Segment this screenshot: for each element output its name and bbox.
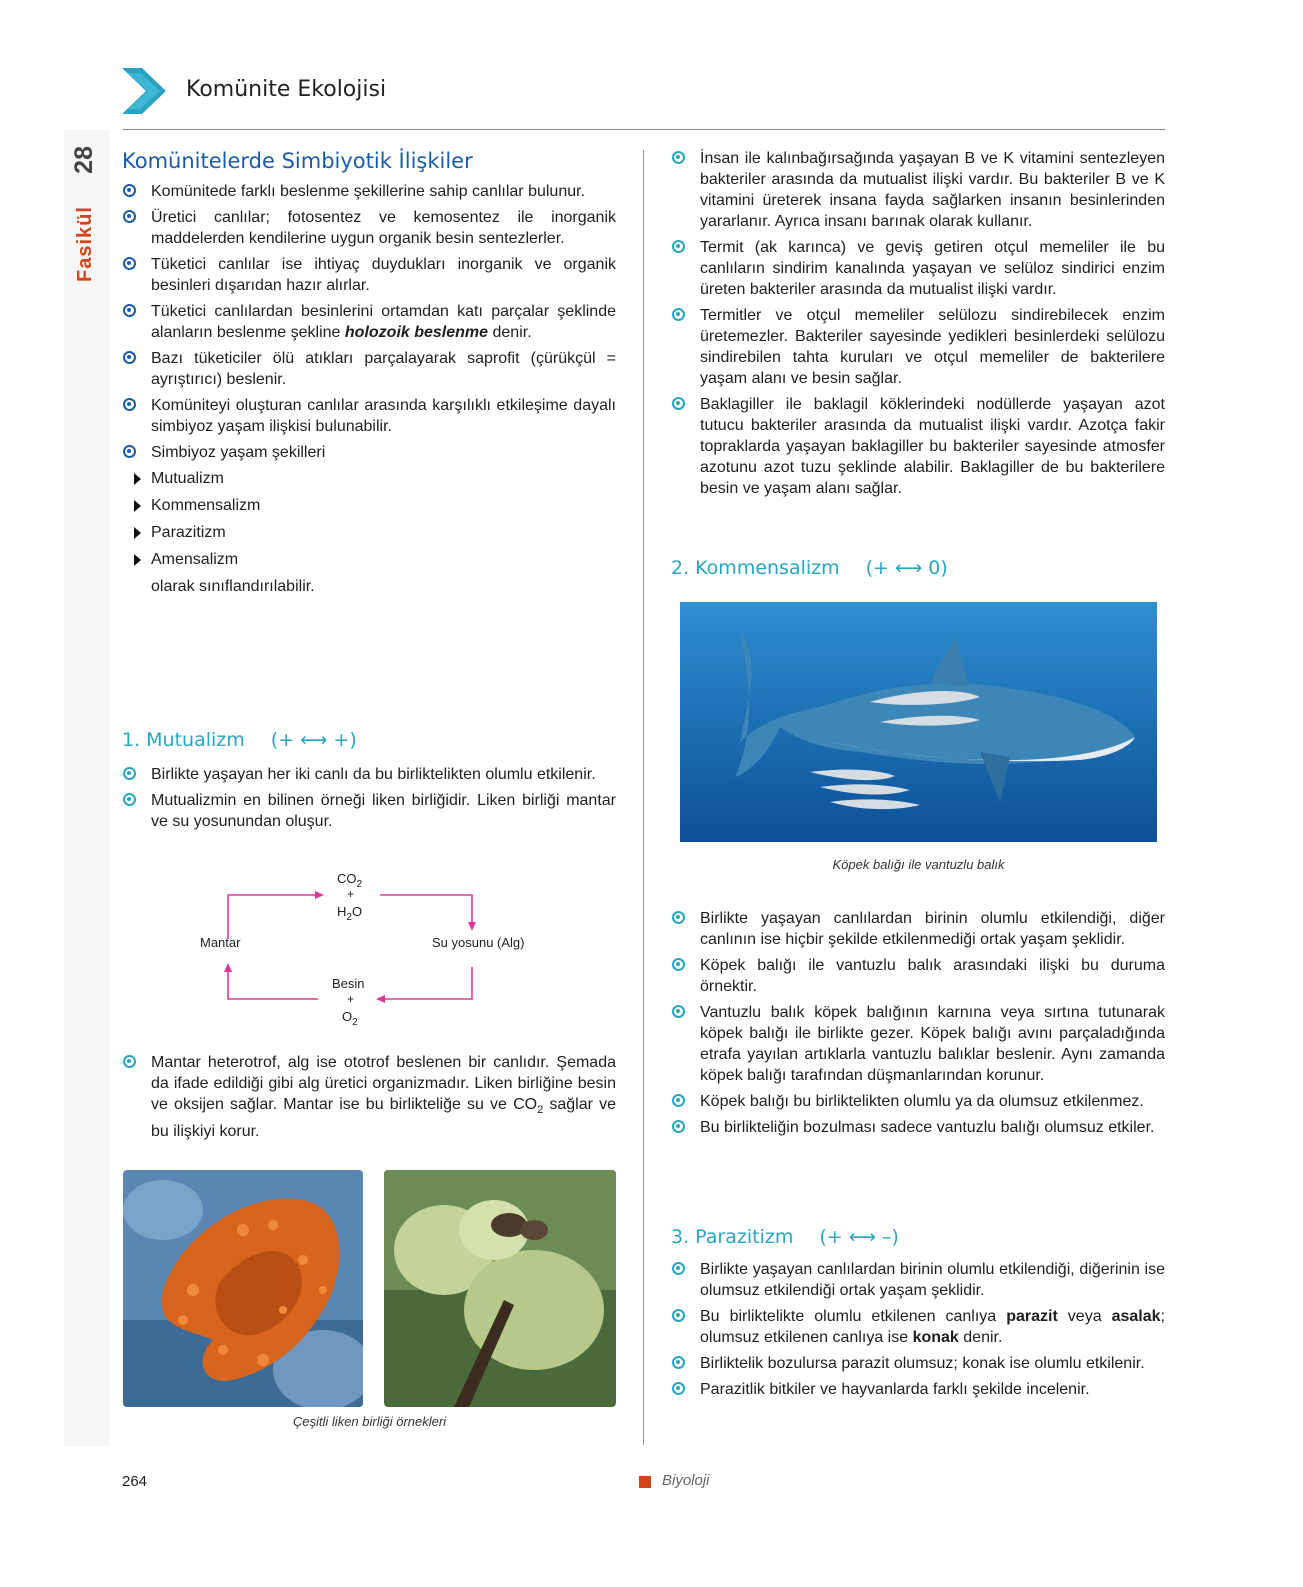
list-item: Köpek balığı ile vantuzlu balık arasındaki ilişki bu duruma örnektir.	[671, 955, 1165, 997]
list-item: Bu birlikteliğin bozulması sadece vantuzlu balığı olumsuz etkiler.	[671, 1117, 1165, 1138]
list-item: Birlikte yaşayan her iki canlı da bu birliktelikten olumlu etkilenir.	[122, 764, 616, 785]
list-item: Birlikte yaşayan canlılardan birinin olumlu etkilendiği, diğer canlının ise hiçbir şekilde etkilenmediği ortak yaşam şeklidir.	[671, 908, 1165, 950]
chevron-right-icon	[122, 68, 166, 114]
section-title: Komünitelerde Simbiyotik İlişkiler	[122, 149, 473, 173]
holozoik-term: holozoik beslenme	[344, 324, 489, 341]
list-item: Mutualizmin en bilinen örneği liken birliğidir. Liken birliği mantar ve su yosunundan oluşur.	[122, 790, 616, 832]
list-item: Bu birliktelikte olumlu etkilenen canlıya parazit veya asalak; olumsuz etkilenen canlıya ise konak denir.	[671, 1306, 1165, 1348]
parazitizm-heading: 3. Parazitizm (+ ⟷ –)	[671, 1226, 899, 1248]
circle-bullet-icon	[672, 1094, 685, 1107]
kommensalizm-block	[671, 908, 1165, 1143]
list-item: Parazitlik bitkiler ve hayvanlarda farklı şekilde incelenir.	[671, 1379, 1165, 1400]
circle-bullet-icon	[672, 1005, 685, 1018]
circle-bullet-icon	[672, 911, 685, 924]
kommensalizm-heading: 2. Kommensalizm (+ ⟷ 0)	[671, 557, 948, 579]
triangle-bullet-icon	[134, 554, 141, 566]
triangle-bullet-icon	[134, 500, 141, 512]
type-item: Mutualizm	[122, 468, 616, 489]
list-item: Tüketici canlılardan besinlerini ortamdan katı parçalar şeklinde alanların beslenme şekline holozoik beslenme denir.	[122, 301, 616, 343]
type-item: Parazitizm	[122, 522, 616, 543]
list-item: Birliktelik bozulursa parazit olumsuz; konak ise olumlu etkilenir.	[671, 1353, 1165, 1374]
list-item: Köpek balığı bu birliktelikten olumlu ya da olumsuz etkilenmez.	[671, 1091, 1165, 1112]
triangle-bullet-icon	[134, 473, 141, 485]
symbiosis-types-list	[122, 468, 616, 570]
term-parazit: parazit	[1006, 1308, 1058, 1325]
mantar-label: Mantar	[200, 935, 241, 950]
term-asalak: asalak	[1111, 1308, 1161, 1325]
lichen-bullet-list	[122, 1052, 616, 1142]
circle-bullet-icon	[672, 151, 685, 164]
plus-sign: +	[347, 887, 355, 901]
circle-bullet-icon	[672, 958, 685, 971]
list-item: İnsan ile kalınbağırsağında yaşayan B ve K vitamini sentezleyen bakteriler arasında da mutualist ilişki vardır. Bu bakteriler B ve K vitamini üreterek insana fayda sağlarken insanın besinlerinden yararlanır. Ayrıca insanı barınak olarak kullanır.	[671, 148, 1165, 232]
list-item: Mantar heterotrof, alg ise ototrof beslenen bir canlıdır. Şemada da ifade edildiği gibi alg üretici organizmadır. Liken birliğine besin ve oksijen sağlar. Mantar ise bu birlikteliğe su ve $CO_2$ sağlar ve bu ilişkiyi korur.	[122, 1052, 616, 1142]
lichen-caption: Çeşitli liken birliği örnekleri	[292, 1414, 447, 1429]
list-item: Bazı tüketiciler ölü atıkları parçalayarak saprofit (çürükçül = ayrıştırıcı) beslenir.	[122, 348, 616, 390]
kommensalizm-bullet-list	[671, 908, 1165, 1138]
intro-bullet-list	[122, 181, 616, 463]
h2o-label: $H_2O$	[337, 904, 363, 923]
chapter-title: Komünite Ekolojisi	[186, 77, 387, 102]
list-item: Vantuzlu balık köpek balığının karnına veya sırtına tutunarak köpek balığı ile birlikte gezer. Köpek balığı avını parçaladığında etrafa yayılan artıklarla vantuzlu balıklar beslenir. Aynı zamanda köpek balığı tarafından düşmanlarından korunur.	[671, 1002, 1165, 1086]
alg-label: Su yosunu (Alg)	[432, 935, 525, 950]
fascicle-label: Fasikül	[74, 206, 96, 282]
list-item: Komüniteyi oluşturan canlılar arasında karşılıklı etkileşime dayalı simbiyoz yaşam ilişkisi bulunabilir.	[122, 395, 616, 437]
classified-text: olarak sınıflandırılabilir.	[151, 578, 315, 595]
co2-label: $CO_2$	[337, 871, 363, 890]
lichen-photo-orange	[123, 1170, 363, 1407]
circle-bullet-icon	[123, 398, 136, 411]
list-item: Üretici canlılar; fotosentez ve kemosentez ile inorganik maddelerden kendilerine uygun organik besin sentezlerler.	[122, 207, 616, 249]
list-item: Termitler ve otçul memeliler selülozu sindirebilecek enzim üretemezler. Bakteriler sayesinde yedikleri besinlerdeki selülozu sindirebilen tahta kuruları ve otçul memeliler de bakterilere yaşam alanı ve besin sağlar.	[671, 305, 1165, 389]
parazitizm-block	[671, 1225, 1165, 1405]
circle-bullet-icon	[123, 445, 136, 458]
circle-bullet-icon	[123, 257, 136, 270]
parazitizm-bullet-list	[671, 1259, 1165, 1400]
column-divider	[643, 150, 644, 1445]
left-column	[122, 148, 616, 597]
subject-label: Biyoloji	[662, 1472, 710, 1489]
circle-bullet-icon	[672, 397, 685, 410]
subject-marker-icon	[639, 1476, 651, 1488]
type-item: Amensalizm	[122, 549, 616, 570]
circle-bullet-icon	[123, 1055, 136, 1068]
header-divider	[123, 129, 1165, 130]
circle-bullet-icon	[672, 1262, 685, 1275]
circle-bullet-icon	[123, 210, 136, 223]
circle-bullet-icon	[123, 304, 136, 317]
page-number: 264	[122, 1473, 148, 1490]
circle-bullet-icon	[672, 240, 685, 253]
lichen-cycle-diagram	[200, 865, 545, 1035]
circle-bullet-icon	[123, 184, 136, 197]
mutualism-examples-list	[671, 148, 1165, 499]
circle-bullet-icon	[672, 1356, 685, 1369]
list-item: Komünitede farklı beslenme şekillerine sahip canlılar bulunur.	[122, 181, 616, 202]
mutualizm-bullet-list	[122, 764, 616, 832]
circle-bullet-icon	[672, 1309, 685, 1322]
type-item: Kommensalizm	[122, 495, 616, 516]
shark-photo	[680, 602, 1157, 842]
lichen-explanation	[122, 1052, 616, 1147]
circle-bullet-icon	[672, 1382, 685, 1395]
circle-bullet-icon	[672, 308, 685, 321]
fascicle-number: 28	[70, 146, 98, 174]
circle-bullet-icon	[672, 1120, 685, 1133]
triangle-bullet-icon	[134, 527, 141, 539]
circle-bullet-icon	[123, 351, 136, 364]
o2-label: $O_2$	[342, 1009, 358, 1028]
right-column	[671, 148, 1165, 504]
term-konak: konak	[912, 1329, 959, 1346]
list-item: Tüketici canlılar ise ihtiyaç duydukları inorganik ve organik besinleri dışarıdan hazır alırlar.	[122, 254, 616, 296]
shark-caption: Köpek balığı ile vantuzlu balık	[832, 857, 1005, 872]
list-item: Simbiyoz yaşam şekilleri	[122, 442, 616, 463]
plus-sign: +	[347, 992, 355, 1006]
side-strip	[64, 130, 110, 1446]
circle-bullet-icon	[123, 793, 136, 806]
besin-label: Besin	[332, 976, 365, 991]
kommensalizm-heading-block	[671, 556, 1165, 580]
list-item: Birlikte yaşayan canlılardan birinin olumlu etkilendiği, diğerinin ise olumsuz etkilendiği ortak yaşam şeklidir.	[671, 1259, 1165, 1301]
mutualizm-block	[122, 728, 616, 837]
list-item: Baklagiller ile baklagil köklerindeki nodüllerde yaşayan azot tutucu bakteriler arasında da mutualist ilişki vardır. Azotça fakir topraklarda yaşayan baklagiller bu bakteriler sayesinde atmosfer azotunu azot tuzu şeklinde alabilir. Baklagiller de bu bakterilere besin ve yaşam alanı sağlar.	[671, 394, 1165, 499]
mutualizm-heading: 1. Mutualizm (+ ⟷ +)	[122, 729, 357, 751]
list-item: Termit (ak karınca) ve geviş getiren otçul memeliler ile bu canlıların sindirim kanalında yaşayan ve selüloz sindirici enzim üreten bakteriler arasında da mutualist ilişki vardır.	[671, 237, 1165, 300]
circle-bullet-icon	[123, 767, 136, 780]
lichen-photo-green	[384, 1170, 616, 1407]
